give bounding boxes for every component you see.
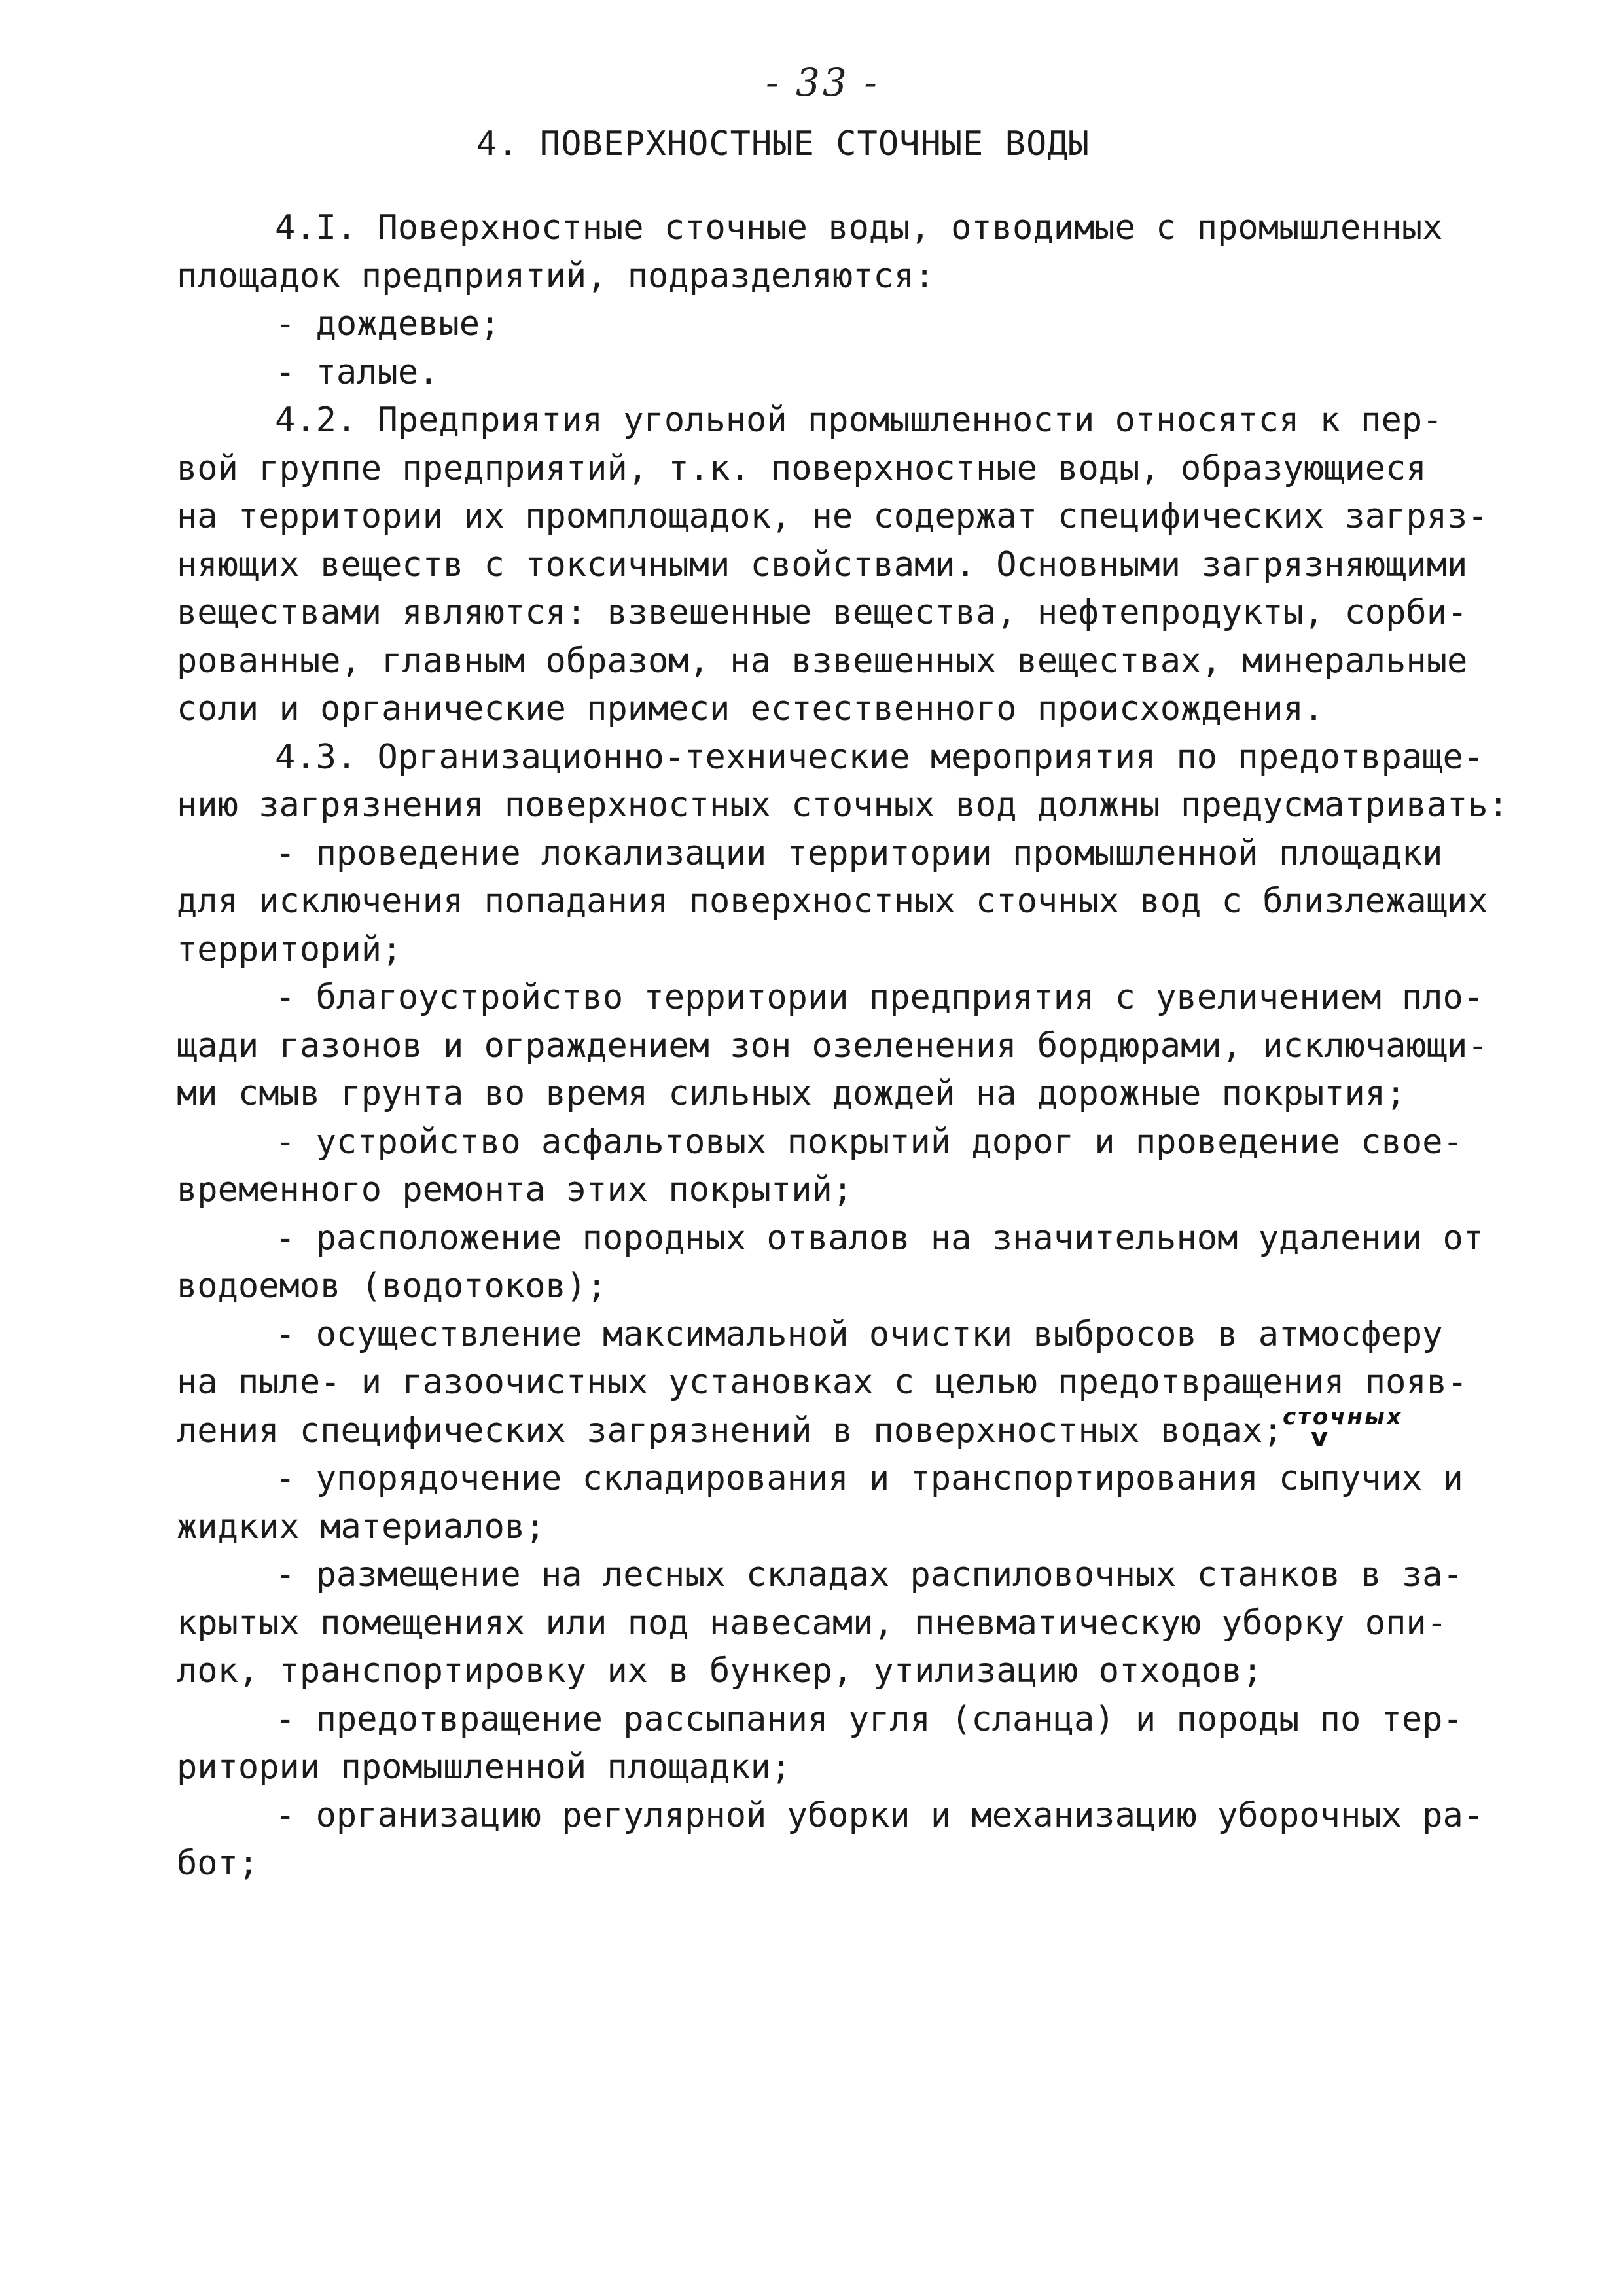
list-item: щади газонов и ограждением зон озеленения бордюрами, исключающи- — [177, 1026, 1488, 1066]
paragraph-4-3-line: 4.3. Организационно-технические мероприятия по предотвраще- — [275, 737, 1484, 777]
handwritten-insertion: сточных — [1283, 1404, 1403, 1430]
paragraph-4-2-line: веществами являются: взвешенные вещества, нефтепродукты, сорби- — [177, 593, 1468, 632]
list-item: - предотвращение рассыпания угля (сланца) и породы по тер- — [275, 1699, 1463, 1739]
list-item: для исключения попадания поверхностных сточных вод с близлежащих — [177, 882, 1488, 921]
list-item: крытых помещениях или под навесами, пневматическую уборку опи- — [177, 1603, 1448, 1643]
paragraph-4-1-line: площадок предприятий, подразделяются: — [177, 256, 935, 296]
page-number: - 33 - — [766, 60, 880, 105]
list-item: лок, транспортировку их в бункер, утилизацию отходов; — [177, 1651, 1263, 1691]
list-item: - осуществление максимальной очистки выбросов в атмосферу — [275, 1314, 1443, 1354]
paragraph-4-2-line: вой группе предприятий, т.к. поверхностные воды, образующиеся — [177, 448, 1427, 488]
paragraph-4-2-line: 4.2. Предприятия угольной промышленности относятся к пер- — [275, 401, 1443, 440]
list-item: ми смыв грунта во время сильных дождей на дорожные покрытия; — [177, 1074, 1406, 1113]
paragraph-4-2-line: няющих веществ с токсичными свойствами. Основными загрязняющими — [177, 545, 1468, 584]
paragraph-4-2-line: рованные, главным образом, на взвешенных веществах, минеральные — [177, 641, 1468, 681]
paragraph-4-2-line: соли и органические примеси естественного происхождения. — [177, 689, 1325, 728]
paragraph-4-3-line: нию загрязнения поверхностных сточных вод должны предусматривать: — [177, 785, 1508, 825]
list-item: территорий; — [177, 929, 402, 969]
section-title: 4. ПОВЕРХНОСТНЫЕ СТОЧНЫЕ ВОДЫ — [476, 124, 1090, 164]
list-item: ритории промышленной площадки; — [177, 1748, 792, 1787]
section-body — [177, 204, 1508, 1888]
list-item: - благоустройство территории предприятия с увеличением пло- — [275, 978, 1484, 1017]
list-item: - дождевые; — [275, 304, 501, 344]
list-item: - размещение на лесных складах распиловочных станков в за- — [275, 1555, 1463, 1594]
insertion-caret-mark: v — [1311, 1423, 1329, 1453]
list-item: - упорядочение складирования и транспортирования сыпучих и — [275, 1459, 1463, 1498]
list-item: водоемов (водотоков); — [177, 1266, 607, 1306]
list-item: ления специфических загрязнений в поверхностных водах; — [177, 1410, 1283, 1450]
list-item: - проведение локализации территории промышленной площадки — [275, 833, 1443, 873]
list-item: - расположение породных отвалов на значительном удалении от — [275, 1218, 1484, 1258]
list-item: - организацию регулярной уборки и механизацию уборочных ра- — [275, 1795, 1484, 1835]
list-item: - талые. — [275, 352, 439, 392]
list-item: на пыле- и газоочистных установках с целью предотвращения появ- — [177, 1363, 1468, 1402]
list-item: бот; — [177, 1844, 259, 1883]
list-item: - устройство асфальтовых покрытий дорог и проведение свое- — [275, 1122, 1463, 1162]
list-item: жидких материалов; — [177, 1507, 546, 1547]
paragraph-4-2-line: на территории их промплощадок, не содержат специфических загряз- — [177, 497, 1488, 536]
list-item: временного ремонта этих покрытий; — [177, 1170, 853, 1210]
paragraph-4-1-line: 4.I. Поверхностные сточные воды, отводимые с промышленных — [275, 208, 1443, 247]
